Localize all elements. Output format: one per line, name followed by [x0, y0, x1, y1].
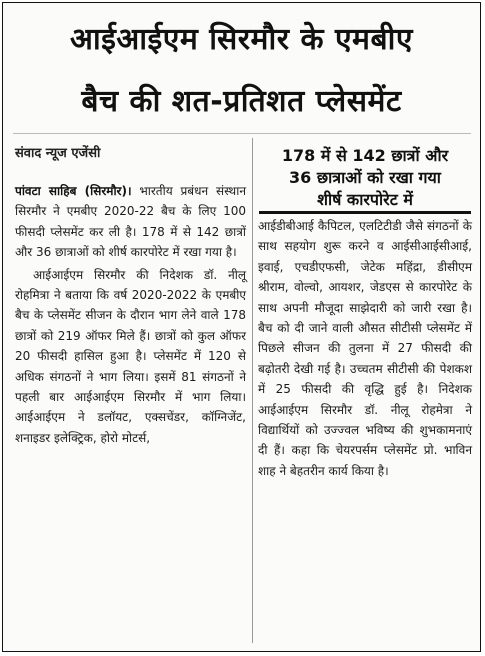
dateline: पांवटा साहिब (सिरमौर)।: [15, 184, 132, 198]
column-divider: [252, 138, 253, 643]
byline: संवाद न्यूज एजेंसी: [15, 146, 101, 161]
subheadline-line-2: 36 छात्राओं को रखा गया: [289, 168, 441, 187]
article-paragraph: आईडीबीआई कैपिटल, एलटिटीडी जैसे संगठनों के साथ सहयोग शुरू करने व आईसीआईसीआई, इवाई, एचडीएफसी, जेटेक महिंद्रा, डीसीएम श्रीराम, वोल्वो, आयशर, जेडएस से कारपोरेट के साथ अपनी मौजूदा साझेदारी को जारी रखा है। बैच को दी जाने वाली औसत सीटीसी प्लेसमेंट में पिछले सीजन की तुलना में 27 फीसदी की बढ़ोतरी देखी गई है। उच्चतम सीटीसी की पेशकश में 25 फीसदी की वृद्धि हुई है। निदेशक आईआईएम सिरमौर डॉ. नीलू रोहमेत्रा ने विद्यार्थियों को उज्ज्वल भविष्य की शुभकामनाएं दी हैं। कहा कि चेयरपर्सम प्लेसमेंट प्रो. भाविन शाह ने बेहतरीन कार्य किया है।: [258, 219, 472, 478]
subheadline: [259, 145, 471, 211]
news-clipping: [2, 2, 481, 652]
headline-line-1: आईआईएम सिरमौर के एमबीए: [69, 22, 413, 57]
headline-line-2: बैच की शत-प्रतिशत प्लेसमेंट: [81, 84, 402, 119]
article-column-left: [15, 181, 246, 448]
paragraph-text: भारतीय प्रबंधन संस्थान सिरमौर ने एमबीए 2020-22 बैच के लिए 100 फीसदी प्लेसमेंट कर ली है। 178 में से 142 छात्रों और 36 छात्राओं को शीर्ष कारपोरेट में रखा गया है।: [15, 184, 246, 260]
subheadline-rule: [259, 211, 471, 214]
article-paragraph: [15, 181, 246, 263]
header-divider: [13, 133, 471, 134]
subheadline-line-3: शीर्ष कारपोरेट में: [317, 190, 413, 209]
article-paragraph: आईआईएम सिरमौर की निदेशक डॉ. नीलू रोहमित्रा ने बताया कि वर्ष 2020-2022 के एमबीए बैच के प्लेसमेंट सीजन के दौरान भाग लेने वाले 178 छात्रों को 219 ऑफर मिले हैं। छात्रों को कुल ऑफर 20 फीसदी हासिल हुआ है। प्लेसमेंट में 120 से अधिक संगठनों ने भाग लिया। इसमें 81 संगठनों ने पहली बार आईआईएम सिरमौर में भाग लिया। आईआईएम ने डलॉयट, एक्सचेंडर, कॉग्निजेंट, शनाइडर इलेक्ट्रिक, होरो मोटर्स,: [15, 267, 246, 445]
article-column-right: [258, 216, 472, 481]
subheadline-line-1: 178 में से 142 छात्रों और: [281, 146, 449, 165]
